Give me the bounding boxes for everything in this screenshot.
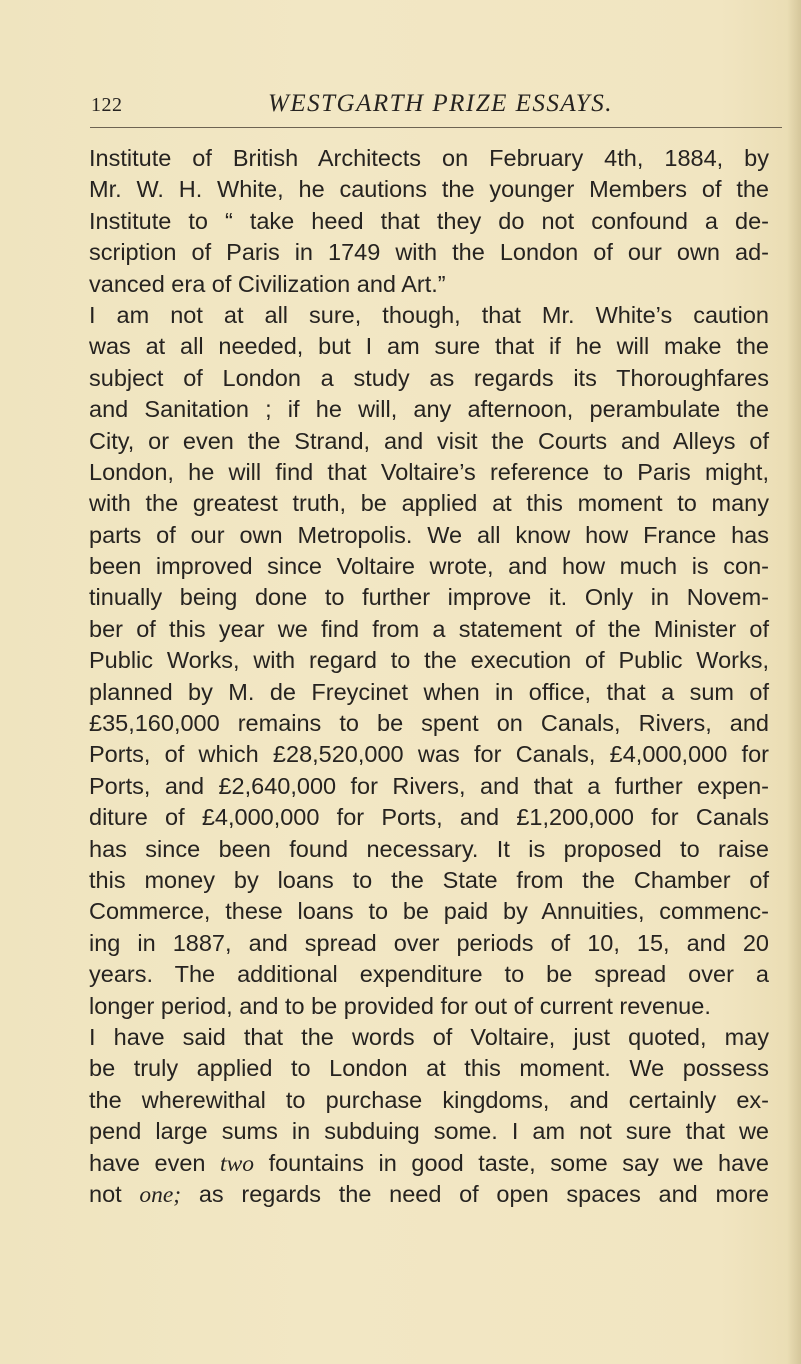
text-line: Institute of British Architects on February 4th, 1884, by (89, 145, 769, 171)
text-line: years. The additional expenditure to be spread over a (89, 961, 769, 988)
page-edge-shadow (787, 0, 801, 1364)
text-line: Ports, of which £28,520,000 was for Canals, £4,000,000 for (89, 741, 769, 768)
text-line: the wherewithal to purchase kingdoms, and certainly ex- (89, 1086, 769, 1113)
body-text (89, 143, 769, 1210)
text-line: Mr. W. H. White, he cautions the younger Members of the (89, 176, 769, 203)
page-header (0, 90, 801, 124)
text-line: ber of this year we find from a statement of the Minister of (89, 615, 769, 642)
page-number: 122 (91, 94, 123, 116)
header-rule (90, 127, 782, 128)
text-line: Public Works, with regard to the execution of Public Works, (89, 647, 769, 674)
text-line: not one; as regards the need of open spaces and more (89, 1180, 769, 1208)
text-line: Institute to “ take heed that they do not confound a de- (89, 207, 769, 234)
text-line: tinually being done to further improve it. Only in Novem- (89, 584, 769, 611)
text-line: Commerce, these loans to be paid by Annuities, commenc- (89, 898, 769, 925)
text-line: subject of London a study as regards its Thoroughfares (89, 364, 769, 391)
running-title: WESTGARTH PRIZE ESSAYS. (268, 90, 613, 117)
text-line: I am not at all sure, though, that Mr. White’s caution (89, 301, 769, 328)
text-line: vanced era of Civilization and Art.” (89, 270, 446, 297)
text-line: London, he will find that Voltaire’s reference to Paris might, (89, 458, 769, 485)
text-line: diture of £4,000,000 for Ports, and £1,200,000 for Canals (89, 804, 769, 831)
text-line: been improved since Voltaire wrote, and how much is con- (89, 553, 769, 580)
text-line: has since been found necessary. It is proposed to raise (89, 835, 769, 862)
text-line: ing in 1887, and spread over periods of 10, 15, and 20 (89, 929, 769, 956)
text-line: longer period, and to be provided for out of current revenue. (89, 992, 711, 1019)
text-line: was at all needed, but I am sure that if he will make the (89, 333, 769, 360)
text-line: I have said that the words of Voltaire, just quoted, may (89, 1023, 769, 1050)
text-line: planned by M. de Freycinet when in office, that a sum of (89, 678, 769, 705)
text-line: scription of Paris in 1749 with the London of our own ad- (89, 239, 769, 266)
text-line: pend large sums in subduing some. I am not sure that we (89, 1118, 769, 1145)
text-line: be truly applied to London at this moment. We possess (89, 1055, 769, 1082)
text-line: City, or even the Strand, and visit the Courts and Alleys of (89, 427, 769, 454)
text-line: this money by loans to the State from the Chamber of (89, 866, 769, 893)
text-line: £35,160,000 remains to be spent on Canals, Rivers, and (89, 710, 769, 737)
text-line: parts of our own Metropolis. We all know how France has (89, 521, 769, 548)
text-line: with the greatest truth, be applied at this moment to many (89, 490, 769, 517)
text-line: Ports, and £2,640,000 for Rivers, and that a further expen- (89, 772, 769, 799)
text-line: and Sanitation ; if he will, any afternoon, perambulate the (89, 396, 769, 423)
text-line: have even two fountains in good taste, some say we have (89, 1149, 769, 1177)
